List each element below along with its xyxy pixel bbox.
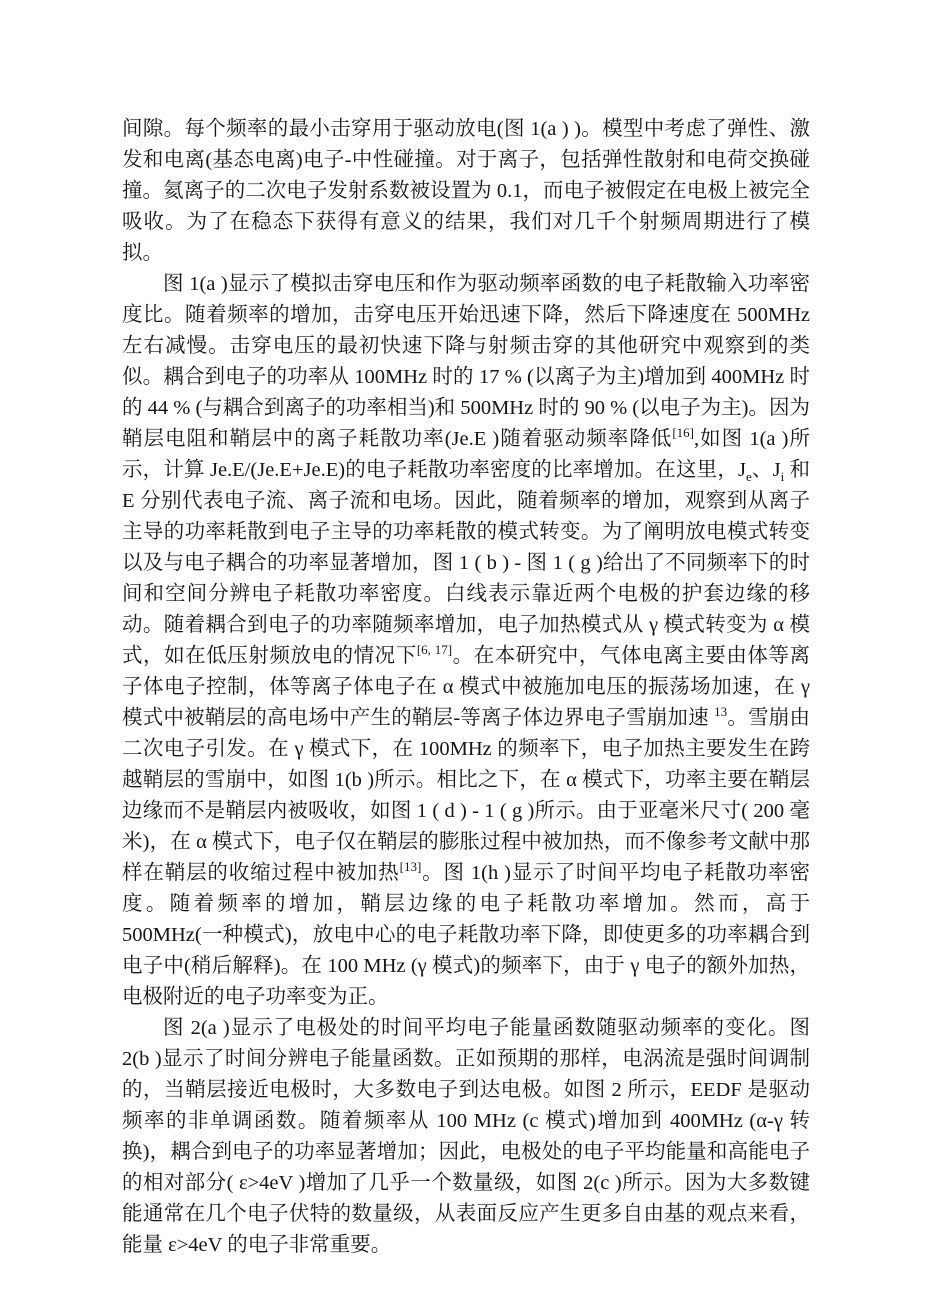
text-run: 。在本研究中，气体电离主要由体等离子体电子控制，体等离子体电子在 α 模式中被施加电压的振荡场加速，在 γ 模式中被鞘层的高电场中产生的鞘层-等离子体边界电子雪崩加速 xyxy=(122,645,811,729)
text-run: 。图 1(h )显示了时间平均电子耗散功率密度。随着频率的增加，鞘层边缘的电子耗散功率增加。然而，高于 500MHz(一种模式)，放电中心的电子耗散功率下降，即使更多的功率耦合到电子中(稍后解释)。在 100 MHz (γ 模式)的频率下，由于 γ 电子的额外加热，电极附近的电子功率变为正。 xyxy=(122,862,810,1008)
sup-text-run: [16] xyxy=(672,425,695,441)
text-run: ,如图 1(a )所示，计算 Je.E/(Je.E+Je.E)的电子耗散功率密度的比率增加。在这里，J xyxy=(122,428,810,481)
text-run: 图 1(a )显示了模拟击穿电压和作为驱动频率函数的电子耗散输入功率密度比。随着频率的增加，击穿电压开始迅速下降，然后下降速度在 500MHz 左右减慢。击穿电压的最初快速下降与射频击穿的其他研究中观察到的类似。耦合到电子的功率从 100MHz 时的 17 % (以离子为主)增加到 400MHz 时的 44 % (与耦合到离子的功率相当)和 500MHz 时的 90 % (以电子为主)。因为鞘层电阻和鞘层中的离子耗散功率(Je.E )随着驱动频率降低 xyxy=(122,273,810,450)
sup-text-run: 13 xyxy=(714,704,728,720)
text-run: 和 E 分别代表电子流、离子流和电场。因此，随着频率的增加，观察到从离子主导的功率耗散到电子主导的功率耗散的模式转变。为了阐明放电模式转变以及与电子耦合的功率显著增加，图 1 ( b ) - 图 1 ( g )给出了不同频率下的时间和空间分辨电子耗散功率密度。白线表示靠近两个电极的护套边缘的移动。随着耦合到电子的功率随频率增加，电子加热模式从 γ 模式转变为 α 模式，如在低压射频放电的情况下 xyxy=(122,459,810,667)
sup-text-run: [6, 17] xyxy=(416,642,453,658)
text-run: 。雪崩由二次电子引发。在 γ 模式下，在 100MHz 的频率下，电子加热主要发生在跨越鞘层的雪崩中，如图 1(b )所示。相比之下，在 α 模式下，功率主要在鞘层边缘而不是鞘层内被吸收，如图 1 ( d ) - 1 ( g )所示。由于亚毫米尺寸( 200 毫米)，在 α 模式下，电子仅在鞘层的膨胀过程中被加热，而不像参考文献中那样在鞘层的收缩过程中被加热 xyxy=(122,707,811,884)
sub-text-run: i xyxy=(780,469,785,485)
paragraph-2 xyxy=(122,269,810,1013)
document-body xyxy=(122,114,810,1261)
text-run: 、J xyxy=(751,459,781,481)
paragraph-1 xyxy=(122,114,810,269)
sup-text-run: [13] xyxy=(399,859,422,875)
text-run: 图 2(a )显示了电极处的时间平均电子能量函数随驱动频率的变化。图 2(b )显示了时间分辨电子能量函数。正如预期的那样，电涡流是强时间调制的，当鞘层接近电极时，大多数电子到达电极。如图 2 所示，EEDF 是驱动频率的非单调函数。随着频率从 100 MHz (c 模式)增加到 400MHz (α-γ 转换)，耦合到电子的功率显著增加；因此，电极处的电子平均能量和高能电子的相对部分( ε>4eV )增加了几乎一个数量级，如图 2(c )所示。因为大多数键能通常在几个电子伏特的数量级，从表面反应产生更多自由基的观点来看，能量 ε>4eV 的电子非常重要。 xyxy=(122,1017,810,1256)
paragraph-3 xyxy=(122,1013,810,1261)
text-run: 间隙。每个频率的最小击穿用于驱动放电(图 1(a ) )。模型中考虑了弹性、激发和电离(基态电离)电子-中性碰撞。对于离子，包括弹性散射和电荷交换碰撞。氦离子的二次电子发射系数被设置为 0.1，而电子被假定在电极上被完全吸收。为了在稳态下获得有意义的结果，我们对几千个射频周期进行了模拟。 xyxy=(122,118,810,264)
sub-text-run: e xyxy=(745,469,752,485)
